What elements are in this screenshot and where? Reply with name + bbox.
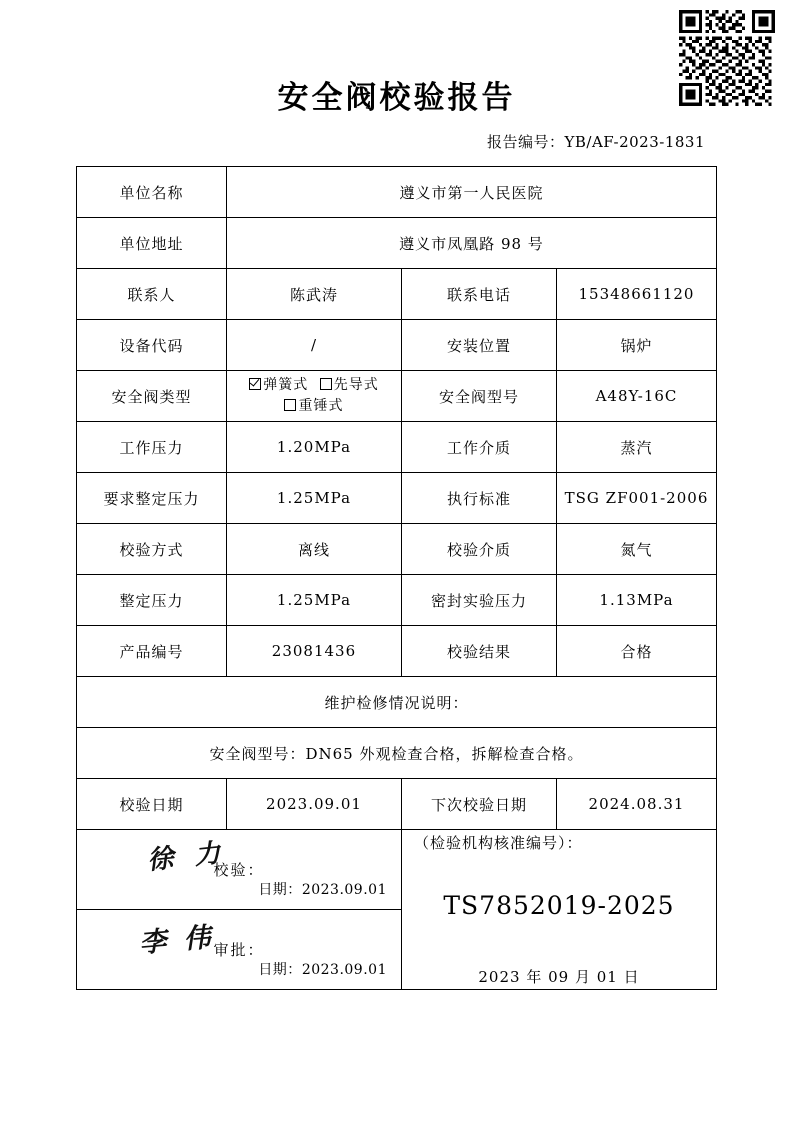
working-medium-label: 工作介质 xyxy=(401,422,556,473)
set-pressure-label: 整定压力 xyxy=(76,575,226,626)
approver-signature: 李 伟 xyxy=(138,921,216,960)
phone-label: 联系电话 xyxy=(401,269,556,320)
standard-value: TSG ZF001-2006 xyxy=(556,473,716,524)
report-number xyxy=(0,131,705,152)
approver-date-value: 2023.09.01 xyxy=(301,962,387,978)
product-no-label: 产品编号 xyxy=(76,626,226,677)
checker-signature: 徐 力 xyxy=(145,837,228,877)
checkbox-weight-label: 重锤式 xyxy=(298,398,344,414)
report-number-label: 报告编号： xyxy=(486,133,565,151)
approver-label: 审批： xyxy=(213,941,265,959)
table-row xyxy=(76,473,716,524)
contact-label: 联系人 xyxy=(76,269,226,320)
approver-date-label: 日期： xyxy=(258,962,302,978)
required-set-pressure-value: 1.25MPa xyxy=(226,473,401,524)
table-row xyxy=(76,677,716,728)
unit-address-label: 单位地址 xyxy=(76,218,226,269)
valve-type-options xyxy=(226,371,401,422)
cert-title: （检验机构核准编号）： xyxy=(413,834,583,852)
checkbox-icon xyxy=(284,399,296,411)
cert-date: 2023 年 09 月 01 日 xyxy=(478,968,640,986)
checkbox-pilot[interactable] xyxy=(320,375,379,396)
checker-date xyxy=(258,879,387,899)
install-location-label: 安装位置 xyxy=(401,320,556,371)
checker-date-label: 日期： xyxy=(258,882,302,898)
table-row xyxy=(76,575,716,626)
checkbox-pilot-label: 先导式 xyxy=(333,377,379,393)
table-row xyxy=(76,779,716,830)
seal-test-pressure-value: 1.13MPa xyxy=(556,575,716,626)
checkbox-icon xyxy=(249,378,261,390)
contact-value: 陈武涛 xyxy=(226,269,401,320)
install-location-value: 锅炉 xyxy=(556,320,716,371)
product-no-value: 23081436 xyxy=(226,626,401,677)
table-row xyxy=(76,524,716,575)
valve-type-label: 安全阀类型 xyxy=(76,371,226,422)
unit-name-label: 单位名称 xyxy=(76,167,226,218)
device-code-value: / xyxy=(226,320,401,371)
checkbox-spring[interactable] xyxy=(249,375,308,396)
checker-cell xyxy=(76,830,401,910)
signature-row-checker xyxy=(76,830,716,910)
page-title: 安全阀校验报告 xyxy=(277,80,516,116)
test-medium-value: 氮气 xyxy=(556,524,716,575)
maintenance-text: 安全阀型号：DN65 外观检查合格，拆解检查合格。 xyxy=(76,728,716,779)
checker-label: 校验： xyxy=(213,861,265,879)
valve-model-label: 安全阀型号 xyxy=(401,371,556,422)
table-row xyxy=(76,269,716,320)
table-row xyxy=(76,728,716,779)
checkbox-icon xyxy=(320,378,332,390)
phone-value: 15348661120 xyxy=(556,269,716,320)
test-method-value: 离线 xyxy=(226,524,401,575)
table-row xyxy=(76,218,716,269)
table-row xyxy=(76,422,716,473)
table-row xyxy=(76,371,716,422)
next-date-label: 下次校验日期 xyxy=(401,779,556,830)
standard-label: 执行标准 xyxy=(401,473,556,524)
table-row xyxy=(76,626,716,677)
working-pressure-value: 1.20MPa xyxy=(226,422,401,473)
working-pressure-label: 工作压力 xyxy=(76,422,226,473)
set-pressure-value: 1.25MPa xyxy=(226,575,401,626)
working-medium-value: 蒸汽 xyxy=(556,422,716,473)
result-label: 校验结果 xyxy=(401,626,556,677)
device-code-label: 设备代码 xyxy=(76,320,226,371)
test-medium-label: 校验介质 xyxy=(401,524,556,575)
table-row xyxy=(76,167,716,218)
valve-model-value: A48Y-16C xyxy=(556,371,716,422)
next-date-value: 2024.08.31 xyxy=(556,779,716,830)
check-date-value: 2023.09.01 xyxy=(226,779,401,830)
required-set-pressure-label: 要求整定压力 xyxy=(76,473,226,524)
maintenance-label: 维护检修情况说明： xyxy=(76,677,716,728)
unit-address-value: 遵义市凤凰路 98 号 xyxy=(226,218,716,269)
seal-test-pressure-label: 密封实验压力 xyxy=(401,575,556,626)
checkbox-weight[interactable] xyxy=(284,396,343,417)
approver-cell xyxy=(76,910,401,990)
qr-code-icon xyxy=(679,10,775,106)
cert-number: TS7852019-2025 xyxy=(443,891,675,920)
test-method-label: 校验方式 xyxy=(76,524,226,575)
checkbox-spring-label: 弹簧式 xyxy=(263,377,309,393)
report-table xyxy=(76,166,717,990)
unit-name-value: 遵义市第一人民医院 xyxy=(226,167,716,218)
checker-date-value: 2023.09.01 xyxy=(301,882,387,898)
check-date-label: 校验日期 xyxy=(76,779,226,830)
report-number-value: YB/AF-2023-1831 xyxy=(564,133,705,151)
table-row xyxy=(76,320,716,371)
approver-date xyxy=(258,959,387,979)
cert-cell xyxy=(401,830,716,990)
result-value: 合格 xyxy=(556,626,716,677)
